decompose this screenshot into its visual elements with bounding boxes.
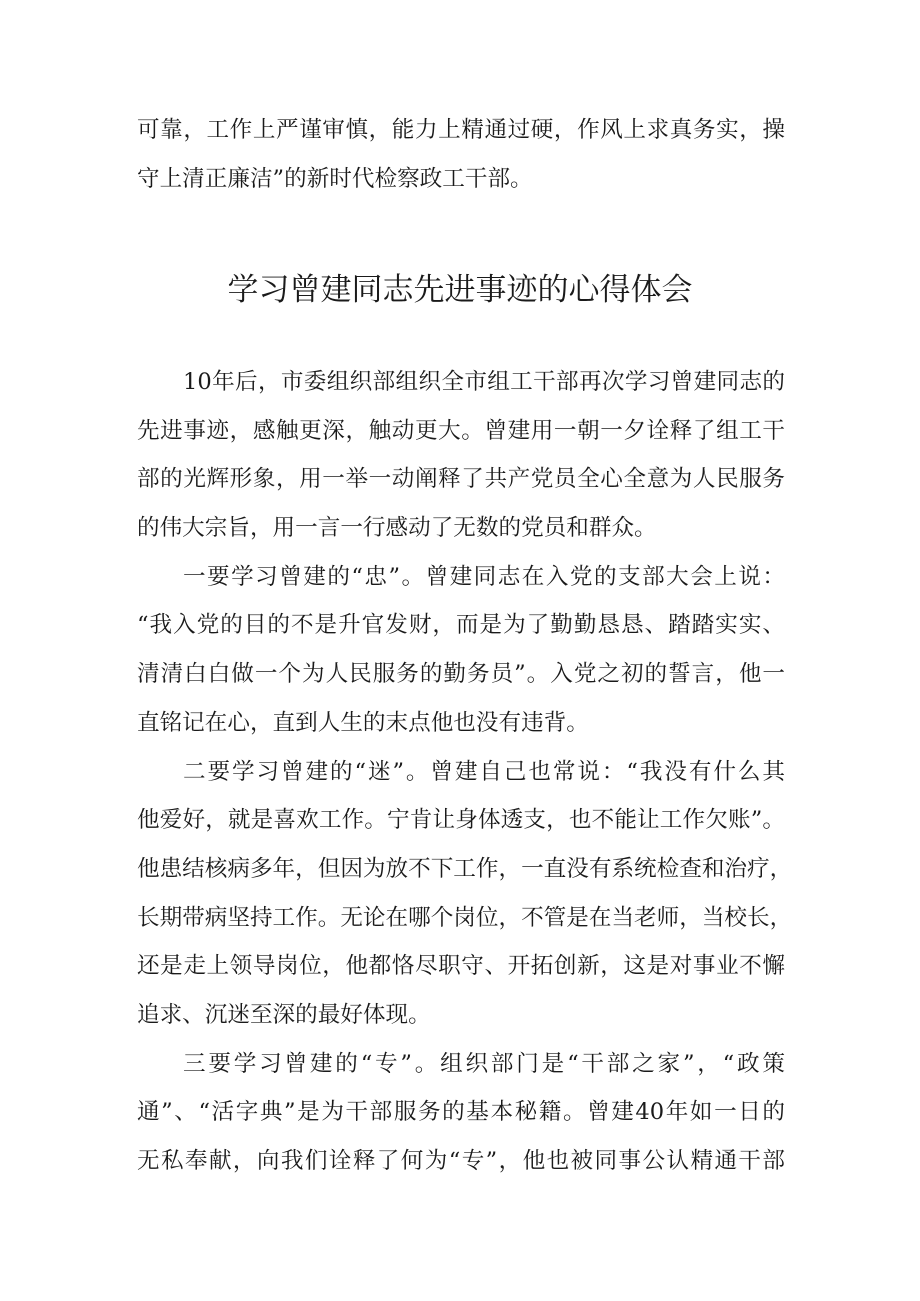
text-line: “我入党的目的不是升官发财，而是为了勤勤恳恳、踏踏实实、	[137, 612, 785, 639]
text-line: 可靠，工作上严谨审慎，能力上精通过硬，作风上求真务实，操	[137, 117, 785, 143]
paragraph-devotion	[137, 748, 793, 1040]
document-title: 学习曾建同志先进事迹的心得体会	[227, 272, 693, 308]
paragraph-intro	[137, 358, 785, 553]
text-line: 他爱好，就是喜欢工作。宁肯让身体透支，也不能让工作欠账”。	[137, 807, 785, 834]
text-line: 部的光辉形象，用一举一动阐释了共产党员全心全意为人民服务	[137, 466, 785, 493]
text-line: 他患结核病多年，但因为放不下工作，一直没有系统检查和治疗，	[137, 855, 793, 882]
text-line: 10年后，市委组织部组织全市组工干部再次学习曾建同志的	[183, 369, 785, 395]
text-line: 直铭记在心，直到人生的末点他也没有违背。	[137, 709, 589, 736]
text-line: 三要学习曾建的“专”。组织部门是“干部之家”，“政策	[183, 1050, 785, 1077]
text-line: 二要学习曾建的“迷”。曾建自己也常说：“我没有什么其	[183, 758, 785, 785]
text-line: 通”、“活字典”是为干部服务的基本秘籍。曾建40年如一日的	[137, 1099, 785, 1126]
text-line: 守上清正廉洁”的新时代检察政工干部。	[137, 165, 533, 192]
text-line: 先进事迹，感触更深，触动更大。曾建用一朝一夕诠释了组工干	[137, 417, 785, 444]
document-body	[137, 358, 793, 1186]
text-line: 一要学习曾建的“忠”。曾建同志在入党的支部大会上说：	[183, 563, 785, 590]
text-line: 清清白白做一个为人民服务的勤务员”。入党之初的誓言，他一	[137, 661, 785, 688]
text-line: 的伟大宗旨，用一言一行感动了无数的党员和群众。	[137, 515, 657, 542]
text-line: 还是走上领导岗位，他都恪尽职守、开拓创新，这是对事业不懈	[137, 953, 785, 980]
text-line: 长期带病坚持工作。无论在哪个岗位，不管是在当老师，当校长，	[137, 904, 793, 931]
text-line: 追求、沉迷至深的最好体现。	[137, 1001, 431, 1028]
text-line: 无私奉献，向我们诠释了何为“专”，他也被同事公认精通干部	[137, 1148, 785, 1174]
paragraph-loyalty	[137, 553, 785, 748]
carryover-paragraph	[137, 106, 785, 203]
paragraph-expertise	[137, 1040, 785, 1186]
